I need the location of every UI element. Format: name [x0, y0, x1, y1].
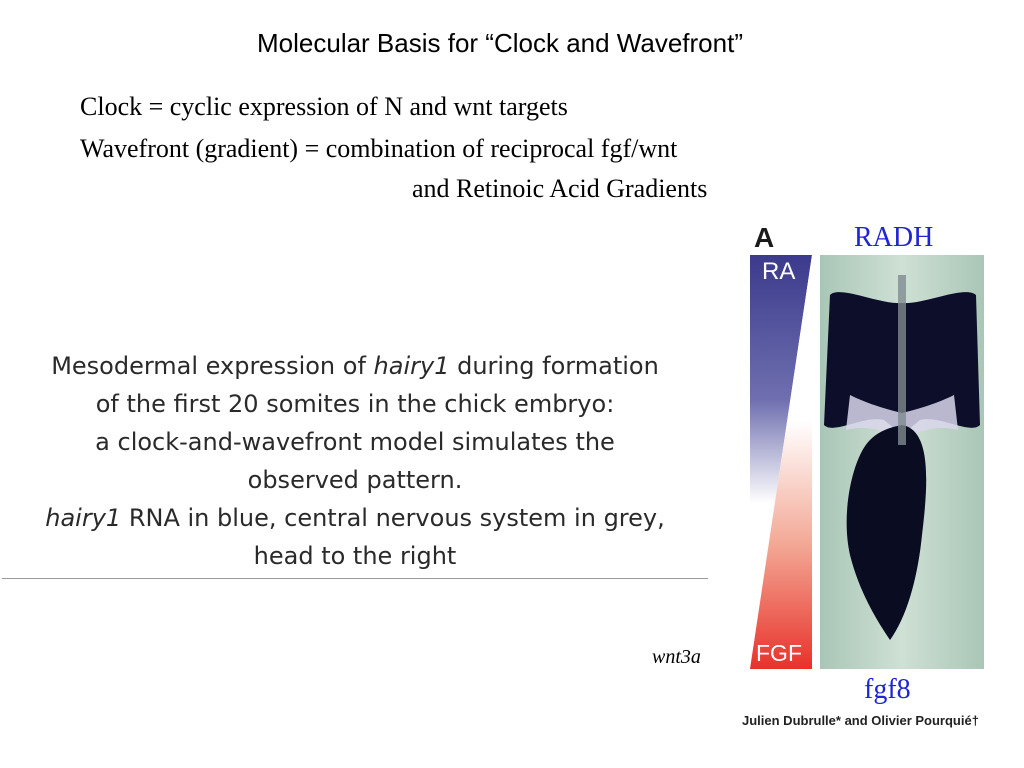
- slide-title: Molecular Basis for “Clock and Wavefront”: [257, 28, 743, 58]
- wavefront-definition: Wavefront (gradient) = combination of reciprocal fgf/wnt: [80, 134, 678, 163]
- caption-line: [0, 499, 710, 537]
- caption-line: [0, 347, 710, 385]
- wnt3a-label: wnt3a: [652, 646, 701, 668]
- ra-fgf-gradient-diagram: [750, 255, 814, 671]
- ra-label: RA: [762, 258, 796, 285]
- caption-line: head to the right: [253, 542, 457, 570]
- caption-gene-name: hairy1: [45, 504, 122, 532]
- caption-line: of the first 20 somites in the chick embryo:: [95, 390, 615, 418]
- caption-text: RNA in blue, central nervous system in grey,: [121, 504, 665, 532]
- caption-text: during formation: [449, 352, 659, 380]
- caption-divider: [2, 578, 708, 579]
- radh-label: RADH: [854, 222, 934, 253]
- caption-text: Mesodermal expression of: [51, 352, 374, 380]
- caption-line: a clock-and-wavefront model simulates the: [95, 428, 615, 456]
- wavefront-definition-continued: and Retinoic Acid Gradients: [412, 174, 708, 203]
- figure-caption: [0, 347, 710, 575]
- panel-letter: A: [754, 222, 775, 253]
- author-credit: Julien Dubrulle* and Olivier Pourquié†: [742, 713, 979, 728]
- caption-line: observed pattern.: [247, 466, 463, 494]
- fgf-label: FGF: [756, 640, 802, 666]
- embryo-in-situ-image: [820, 255, 984, 669]
- fgf8-label: fgf8: [864, 674, 911, 705]
- caption-gene-name: hairy1: [373, 352, 450, 380]
- clock-definition: Clock = cyclic expression of N and wnt targets: [80, 92, 568, 121]
- neural-tube: [898, 275, 906, 445]
